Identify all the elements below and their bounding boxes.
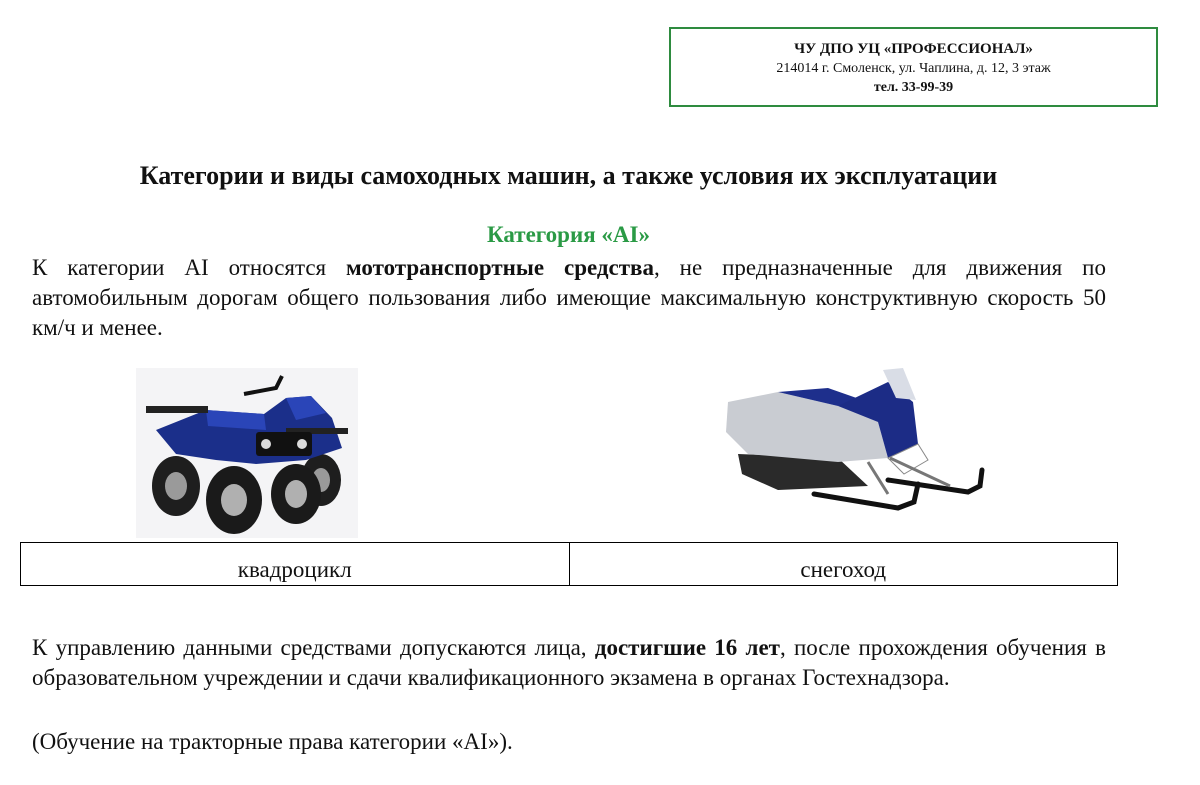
vehicle-label-atv: квадроцикл (237, 557, 352, 582)
category-description (32, 253, 1106, 343)
organization-address: 214014 г. Смоленск, ул. Чаплина, д. 12, 3 этаж (776, 61, 1051, 76)
requirements-text-end: , после прохождения обучения в образовательном учреждении и сдачи квалификационного экзамена в органах Гостехнадзора. (32, 635, 1106, 690)
vehicle-label-snowmobile: снегоход (569, 543, 1118, 585)
snowmobile-image (718, 362, 1000, 522)
organization-name: ЧУ ДПО УЦ «ПРОФЕССИОНАЛ» (794, 41, 1033, 57)
requirements-text-start: К управлению данными средствами допускаются лица, (32, 635, 595, 660)
training-note: (Обучение на тракторные права категории «AI»). (32, 729, 513, 754)
requirements-bold: достигшие 16 лет (594, 635, 780, 660)
document-title: Категории и виды самоходных машин, а также условия их эксплуатации (139, 161, 998, 190)
description-text-start: К категории AI относятся (32, 255, 347, 280)
organization-phone: тел. 33-99-39 (873, 80, 954, 95)
requirements-paragraph (32, 633, 1106, 693)
category-title: Категория «AI» (487, 222, 650, 247)
organization-info-box (669, 27, 1158, 107)
description-text-end: , не предназначенные для движения по автомобильным дорогам общего пользования либо имеющие максимальную конструктивную скорость 50 км/ч и менее. (32, 255, 1106, 340)
vehicle-types-table (20, 542, 1118, 586)
atv-image (136, 368, 358, 538)
description-bold: мототранспортные средства (346, 255, 654, 280)
